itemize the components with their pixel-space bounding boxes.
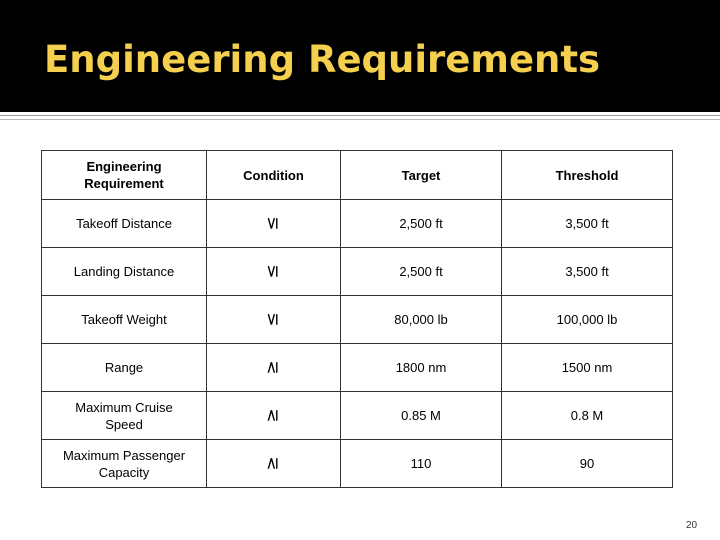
page-number: 20 [686,520,698,531]
target-cell: 2,500 ft [341,200,502,248]
table-row [42,296,673,344]
requirement-cell: Takeoff Weight [42,296,207,344]
condition-cell [207,344,341,392]
header-condition: Condition [207,151,341,200]
threshold-cell: 100,000 lb [502,296,673,344]
threshold-cell: 90 [502,440,673,488]
threshold-cell: 3,500 ft [502,200,673,248]
slide-title: Engineering Requirements [44,38,601,81]
table-row [42,392,673,440]
condition-cell [207,440,341,488]
divider-line [0,115,720,116]
divider-line [0,119,720,120]
header-threshold: Threshold [502,151,673,200]
table-row [42,440,673,488]
target-cell: 110 [341,440,502,488]
requirement-cell: Maximum Cruise Speed [42,392,207,440]
greater-equal-symbol: ≥ [263,360,283,375]
threshold-cell: 3,500 ft [502,248,673,296]
greater-equal-symbol: ≥ [263,408,283,423]
condition-cell [207,248,341,296]
requirement-cell: Landing Distance [42,248,207,296]
threshold-cell: 1500 nm [502,344,673,392]
table-row [42,248,673,296]
less-equal-symbol: ≤ [263,264,283,279]
requirement-cell: Range [42,344,207,392]
target-cell: 80,000 lb [341,296,502,344]
condition-cell [207,296,341,344]
target-cell: 0.85 M [341,392,502,440]
less-equal-symbol: ≤ [263,312,283,327]
title-bar [0,0,720,112]
table-header-row [42,151,673,200]
header-requirement: Engineering Requirement [42,151,207,200]
header-target: Target [341,151,502,200]
less-equal-symbol: ≤ [263,216,283,231]
greater-equal-symbol: ≥ [263,456,283,471]
table-row [42,344,673,392]
threshold-cell: 0.8 M [502,392,673,440]
condition-cell [207,200,341,248]
target-cell: 2,500 ft [341,248,502,296]
requirement-cell: Maximum Passenger Capacity [42,440,207,488]
target-cell: 1800 nm [341,344,502,392]
requirement-cell: Takeoff Distance [42,200,207,248]
requirements-table [41,150,673,488]
table-row [42,200,673,248]
condition-cell [207,392,341,440]
